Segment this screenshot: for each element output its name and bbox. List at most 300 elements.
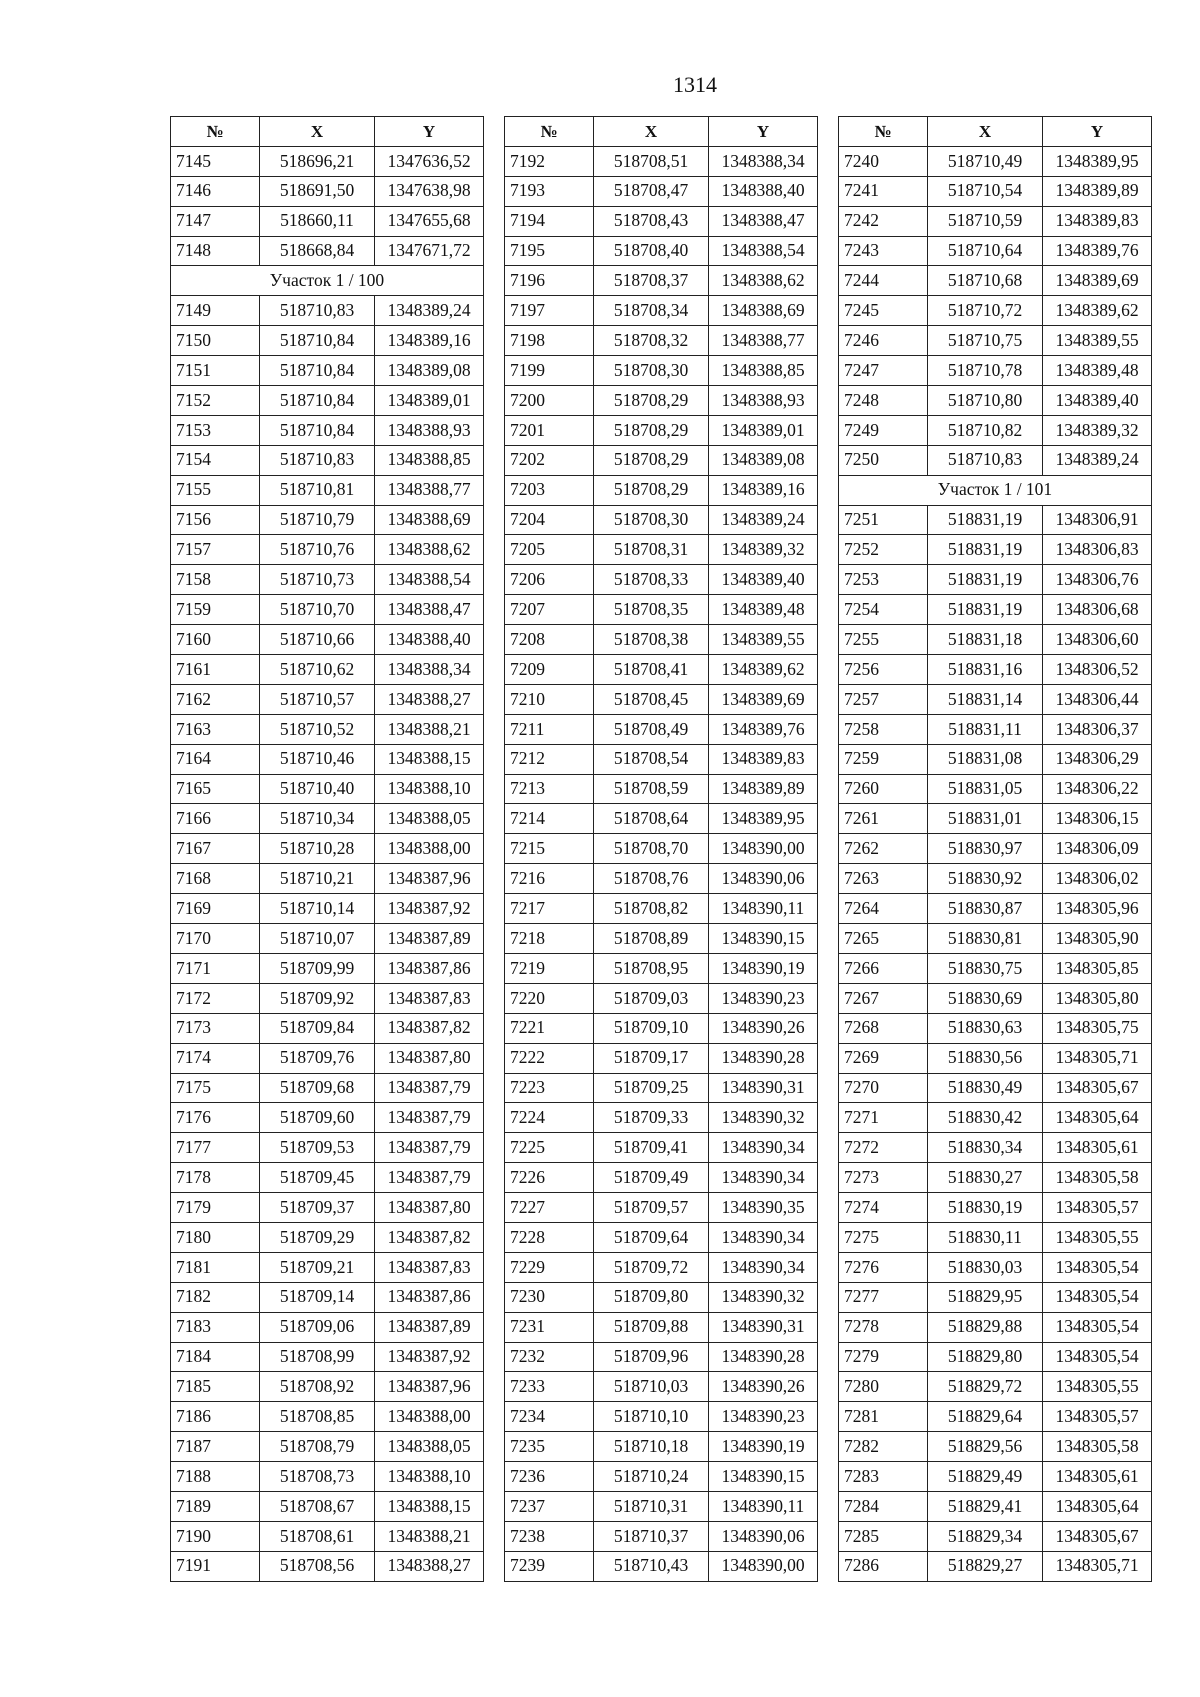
table-row: [839, 655, 1152, 685]
coord-y: 1348390,34: [709, 1252, 818, 1282]
coord-x: 518710,54: [928, 176, 1043, 206]
coord-y: 1348305,54: [1043, 1312, 1152, 1342]
coord-x: 518709,37: [260, 1193, 375, 1223]
header-x: X: [928, 117, 1043, 147]
point-number: 7232: [505, 1342, 594, 1372]
point-number: 7240: [839, 146, 928, 176]
coord-x: 518708,70: [594, 834, 709, 864]
coord-y: 1348387,82: [375, 1013, 484, 1043]
point-number: 7217: [505, 894, 594, 924]
section-row: [171, 266, 484, 296]
table-row: [171, 953, 484, 983]
point-number: 7231: [505, 1312, 594, 1342]
point-number: 7223: [505, 1073, 594, 1103]
point-number: 7196: [505, 266, 594, 296]
coord-y: 1348389,55: [1043, 326, 1152, 356]
table-row: [171, 655, 484, 685]
table-row: [839, 834, 1152, 864]
table-row: [839, 1193, 1152, 1223]
coord-y: 1348305,54: [1043, 1342, 1152, 1372]
table-row: [171, 1551, 484, 1581]
coord-x: 518709,10: [594, 1013, 709, 1043]
coord-x: 518710,80: [928, 386, 1043, 416]
coord-x: 518708,99: [260, 1342, 375, 1372]
table-row: [505, 386, 818, 416]
coord-x: 518708,51: [594, 146, 709, 176]
table-row: [171, 386, 484, 416]
coord-x: 518831,19: [928, 535, 1043, 565]
coord-x: 518709,72: [594, 1252, 709, 1282]
coord-x: 518709,76: [260, 1043, 375, 1073]
coord-x: 518709,80: [594, 1282, 709, 1312]
coord-y: 1348306,22: [1043, 774, 1152, 804]
header-y: Y: [709, 117, 818, 147]
table-row: [171, 804, 484, 834]
coord-y: 1348390,31: [709, 1073, 818, 1103]
coordinates-table-1: [170, 116, 484, 1582]
coord-y: 1348388,00: [375, 1402, 484, 1432]
coord-y: 1348387,92: [375, 1342, 484, 1372]
coord-y: 1348306,76: [1043, 565, 1152, 595]
point-number: 7246: [839, 326, 928, 356]
point-number: 7225: [505, 1133, 594, 1163]
table-row: [505, 774, 818, 804]
coord-y: 1348390,35: [709, 1193, 818, 1223]
coord-y: 1348390,15: [709, 924, 818, 954]
table-row: [505, 1103, 818, 1133]
coord-x: 518710,10: [594, 1402, 709, 1432]
table-row: [839, 1342, 1152, 1372]
coord-y: 1348390,31: [709, 1312, 818, 1342]
coord-y: 1348387,79: [375, 1163, 484, 1193]
table-header-row: [839, 117, 1152, 147]
coord-x: 518830,19: [928, 1193, 1043, 1223]
table-row: [839, 684, 1152, 714]
table-row: [839, 924, 1152, 954]
table-row: [505, 1402, 818, 1432]
coord-y: 1348390,26: [709, 1372, 818, 1402]
point-number: 7282: [839, 1432, 928, 1462]
table-row: [839, 1462, 1152, 1492]
coord-x: 518710,83: [928, 445, 1043, 475]
point-number: 7283: [839, 1462, 928, 1492]
coord-y: 1348306,83: [1043, 535, 1152, 565]
coord-x: 518709,53: [260, 1133, 375, 1163]
point-number: 7216: [505, 864, 594, 894]
point-number: 7229: [505, 1252, 594, 1282]
point-number: 7164: [171, 744, 260, 774]
coord-y: 1348389,01: [709, 415, 818, 445]
coord-y: 1348389,62: [1043, 296, 1152, 326]
coord-x: 518830,49: [928, 1073, 1043, 1103]
table-row: [505, 326, 818, 356]
coord-x: 518710,34: [260, 804, 375, 834]
table-row: [505, 1491, 818, 1521]
coord-y: 1348388,05: [375, 1432, 484, 1462]
point-number: 7254: [839, 595, 928, 625]
coord-x: 518708,34: [594, 296, 709, 326]
table-row: [839, 1432, 1152, 1462]
coord-y: 1348388,85: [375, 445, 484, 475]
point-number: 7168: [171, 864, 260, 894]
point-number: 7279: [839, 1342, 928, 1372]
coordinates-table-2: [504, 116, 818, 1582]
coord-x: 518709,99: [260, 953, 375, 983]
table-row: [839, 894, 1152, 924]
coord-x: 518831,08: [928, 744, 1043, 774]
coord-y: 1348387,86: [375, 1282, 484, 1312]
coord-x: 518708,33: [594, 565, 709, 595]
point-number: 7193: [505, 176, 594, 206]
coord-x: 518708,35: [594, 595, 709, 625]
coord-x: 518829,41: [928, 1491, 1043, 1521]
table-row: [839, 236, 1152, 266]
table-row: [505, 475, 818, 505]
table-row: [839, 864, 1152, 894]
point-number: 7214: [505, 804, 594, 834]
coord-x: 518710,59: [928, 206, 1043, 236]
point-number: 7238: [505, 1521, 594, 1551]
point-number: 7219: [505, 953, 594, 983]
table-row: [505, 356, 818, 386]
coord-y: 1348387,83: [375, 983, 484, 1013]
point-number: 7162: [171, 684, 260, 714]
coord-x: 518708,30: [594, 356, 709, 386]
point-number: 7272: [839, 1133, 928, 1163]
table-row: [505, 415, 818, 445]
coord-y: 1348305,55: [1043, 1372, 1152, 1402]
coord-x: 518830,27: [928, 1163, 1043, 1193]
point-number: 7248: [839, 386, 928, 416]
coord-x: 518708,29: [594, 445, 709, 475]
coord-y: 1348388,15: [375, 744, 484, 774]
point-number: 7263: [839, 864, 928, 894]
coord-x: 518708,92: [260, 1372, 375, 1402]
table-row: [505, 894, 818, 924]
table-row: [839, 146, 1152, 176]
table-row: [505, 1312, 818, 1342]
table-row: [839, 774, 1152, 804]
coord-x: 518710,83: [260, 296, 375, 326]
table-row: [839, 1491, 1152, 1521]
table-row: [839, 595, 1152, 625]
coord-x: 518708,56: [260, 1551, 375, 1581]
coord-y: 1348389,48: [1043, 356, 1152, 386]
point-number: 7161: [171, 655, 260, 685]
coord-x: 518710,46: [260, 744, 375, 774]
point-number: 7264: [839, 894, 928, 924]
coord-x: 518709,64: [594, 1222, 709, 1252]
coord-y: 1348388,21: [375, 1521, 484, 1551]
coord-y: 1348389,08: [709, 445, 818, 475]
point-number: 7202: [505, 445, 594, 475]
coord-y: 1348388,27: [375, 684, 484, 714]
table-row: [505, 146, 818, 176]
table-row: [839, 1043, 1152, 1073]
coord-y: 1348389,83: [1043, 206, 1152, 236]
coord-y: 1348305,85: [1043, 953, 1152, 983]
coord-y: 1347671,72: [375, 236, 484, 266]
coord-x: 518709,29: [260, 1222, 375, 1252]
coord-y: 1348387,79: [375, 1073, 484, 1103]
coord-x: 518709,41: [594, 1133, 709, 1163]
point-number: 7151: [171, 356, 260, 386]
coord-y: 1348390,23: [709, 983, 818, 1013]
coord-x: 518708,47: [594, 176, 709, 206]
point-number: 7209: [505, 655, 594, 685]
point-number: 7233: [505, 1372, 594, 1402]
point-number: 7158: [171, 565, 260, 595]
table-row: [839, 505, 1152, 535]
point-number: 7280: [839, 1372, 928, 1402]
coord-y: 1348390,32: [709, 1103, 818, 1133]
point-number: 7241: [839, 176, 928, 206]
coord-x: 518710,31: [594, 1491, 709, 1521]
coord-x: 518830,34: [928, 1133, 1043, 1163]
table-row: [839, 1013, 1152, 1043]
coord-y: 1348388,69: [375, 505, 484, 535]
coord-x: 518668,84: [260, 236, 375, 266]
table-row: [839, 326, 1152, 356]
coord-x: 518709,92: [260, 983, 375, 1013]
coord-x: 518709,88: [594, 1312, 709, 1342]
table-row: [839, 206, 1152, 236]
point-number: 7247: [839, 356, 928, 386]
point-number: 7190: [171, 1521, 260, 1551]
coord-y: 1348389,24: [375, 296, 484, 326]
coord-y: 1348389,62: [709, 655, 818, 685]
point-number: 7275: [839, 1222, 928, 1252]
point-number: 7204: [505, 505, 594, 535]
coord-y: 1348306,44: [1043, 684, 1152, 714]
coord-x: 518710,49: [928, 146, 1043, 176]
table-row: [171, 296, 484, 326]
point-number: 7192: [505, 146, 594, 176]
coord-y: 1348389,69: [709, 684, 818, 714]
coord-x: 518709,57: [594, 1193, 709, 1223]
table-row: [839, 953, 1152, 983]
coord-y: 1348390,26: [709, 1013, 818, 1043]
table-row: [171, 864, 484, 894]
point-number: 7224: [505, 1103, 594, 1133]
coord-x: 518708,59: [594, 774, 709, 804]
coord-y: 1348389,48: [709, 595, 818, 625]
coord-x: 518710,79: [260, 505, 375, 535]
coord-y: 1348387,89: [375, 924, 484, 954]
point-number: 7174: [171, 1043, 260, 1073]
coord-y: 1348389,89: [709, 774, 818, 804]
coord-x: 518709,14: [260, 1282, 375, 1312]
coord-x: 518708,79: [260, 1432, 375, 1462]
coord-x: 518709,49: [594, 1163, 709, 1193]
coord-y: 1348388,15: [375, 1491, 484, 1521]
coord-x: 518709,17: [594, 1043, 709, 1073]
coord-y: 1348389,16: [375, 326, 484, 356]
point-number: 7146: [171, 176, 260, 206]
coord-x: 518708,67: [260, 1491, 375, 1521]
point-number: 7210: [505, 684, 594, 714]
point-number: 7261: [839, 804, 928, 834]
point-number: 7242: [839, 206, 928, 236]
table-row: [505, 445, 818, 475]
coord-x: 518710,84: [260, 386, 375, 416]
coord-x: 518831,19: [928, 505, 1043, 535]
table-row: [505, 744, 818, 774]
point-number: 7284: [839, 1491, 928, 1521]
coord-x: 518710,76: [260, 535, 375, 565]
table-header-row: [505, 117, 818, 147]
point-number: 7267: [839, 983, 928, 1013]
coord-y: 1348306,37: [1043, 714, 1152, 744]
table-row: [171, 535, 484, 565]
coord-y: 1348387,89: [375, 1312, 484, 1342]
point-number: 7222: [505, 1043, 594, 1073]
table-row: [839, 1073, 1152, 1103]
point-number: 7258: [839, 714, 928, 744]
table-row: [505, 953, 818, 983]
table-row: [505, 983, 818, 1013]
point-number: 7149: [171, 296, 260, 326]
point-number: 7160: [171, 625, 260, 655]
coord-y: 1348388,10: [375, 774, 484, 804]
table-row: [839, 535, 1152, 565]
coord-y: 1348306,91: [1043, 505, 1152, 535]
point-number: 7260: [839, 774, 928, 804]
table-row: [171, 894, 484, 924]
coord-y: 1348389,95: [709, 804, 818, 834]
table-row: [505, 714, 818, 744]
coord-y: 1348389,08: [375, 356, 484, 386]
coord-x: 518708,73: [260, 1462, 375, 1492]
header-x: X: [260, 117, 375, 147]
coord-x: 518708,43: [594, 206, 709, 236]
coord-x: 518831,18: [928, 625, 1043, 655]
table-row: [171, 1103, 484, 1133]
coord-x: 518709,25: [594, 1073, 709, 1103]
coord-y: 1348305,57: [1043, 1402, 1152, 1432]
table-row: [505, 565, 818, 595]
table-row: [171, 206, 484, 236]
point-number: 7212: [505, 744, 594, 774]
table-row: [505, 684, 818, 714]
point-number: 7183: [171, 1312, 260, 1342]
table-row: [505, 1222, 818, 1252]
coord-x: 518710,14: [260, 894, 375, 924]
coord-x: 518710,62: [260, 655, 375, 685]
table-row: [839, 1222, 1152, 1252]
point-number: 7269: [839, 1043, 928, 1073]
coord-y: 1348387,79: [375, 1133, 484, 1163]
coord-y: 1348305,64: [1043, 1491, 1152, 1521]
table-row: [171, 236, 484, 266]
point-number: 7273: [839, 1163, 928, 1193]
coord-x: 518830,11: [928, 1222, 1043, 1252]
point-number: 7148: [171, 236, 260, 266]
coord-y: 1348305,61: [1043, 1133, 1152, 1163]
coord-x: 518829,56: [928, 1432, 1043, 1462]
coord-y: 1348305,90: [1043, 924, 1152, 954]
point-number: 7234: [505, 1402, 594, 1432]
coord-y: 1348388,05: [375, 804, 484, 834]
table-row: [839, 804, 1152, 834]
table-row: [505, 1432, 818, 1462]
point-number: 7197: [505, 296, 594, 326]
coord-x: 518710,84: [260, 326, 375, 356]
point-number: 7228: [505, 1222, 594, 1252]
coord-x: 518831,16: [928, 655, 1043, 685]
coord-y: 1348390,28: [709, 1342, 818, 1372]
point-number: 7208: [505, 625, 594, 655]
coord-x: 518708,29: [594, 415, 709, 445]
point-number: 7227: [505, 1193, 594, 1223]
coord-x: 518710,78: [928, 356, 1043, 386]
coord-y: 1348388,40: [709, 176, 818, 206]
table-row: [171, 684, 484, 714]
coord-x: 518708,31: [594, 535, 709, 565]
coord-x: 518710,72: [928, 296, 1043, 326]
coord-y: 1348390,28: [709, 1043, 818, 1073]
point-number: 7152: [171, 386, 260, 416]
table-row: [839, 386, 1152, 416]
coord-x: 518708,49: [594, 714, 709, 744]
coordinates-table-3: [838, 116, 1152, 1582]
point-number: 7200: [505, 386, 594, 416]
table-row: [171, 475, 484, 505]
table-row: [171, 744, 484, 774]
coord-x: 518831,19: [928, 565, 1043, 595]
point-number: 7245: [839, 296, 928, 326]
coord-x: 518708,76: [594, 864, 709, 894]
point-number: 7157: [171, 535, 260, 565]
point-number: 7211: [505, 714, 594, 744]
point-number: 7150: [171, 326, 260, 356]
table-row: [839, 1521, 1152, 1551]
point-number: 7277: [839, 1282, 928, 1312]
point-number: 7276: [839, 1252, 928, 1282]
point-number: 7221: [505, 1013, 594, 1043]
table-row: [505, 1252, 818, 1282]
point-number: 7239: [505, 1551, 594, 1581]
coord-y: 1348306,52: [1043, 655, 1152, 685]
point-number: 7175: [171, 1073, 260, 1103]
point-number: 7195: [505, 236, 594, 266]
header-y: Y: [1043, 117, 1152, 147]
table-row: [171, 1521, 484, 1551]
coord-y: 1348390,23: [709, 1402, 818, 1432]
table-row: [505, 864, 818, 894]
coord-x: 518829,27: [928, 1551, 1043, 1581]
table-row: [171, 1491, 484, 1521]
coord-y: 1348389,55: [709, 625, 818, 655]
table-row: [505, 1133, 818, 1163]
coord-x: 518830,03: [928, 1252, 1043, 1282]
coord-y: 1348389,40: [1043, 386, 1152, 416]
coord-x: 518708,64: [594, 804, 709, 834]
table-row: [505, 1521, 818, 1551]
point-number: 7153: [171, 415, 260, 445]
table-row: [505, 655, 818, 685]
point-number: 7154: [171, 445, 260, 475]
coord-y: 1348305,96: [1043, 894, 1152, 924]
coord-x: 518710,83: [260, 445, 375, 475]
coord-y: 1348389,32: [709, 535, 818, 565]
coord-y: 1348390,11: [709, 894, 818, 924]
section-label: Участок 1 / 100: [171, 266, 484, 296]
coord-y: 1348390,06: [709, 1521, 818, 1551]
point-number: 7285: [839, 1521, 928, 1551]
point-number: 7194: [505, 206, 594, 236]
table-row: [505, 206, 818, 236]
